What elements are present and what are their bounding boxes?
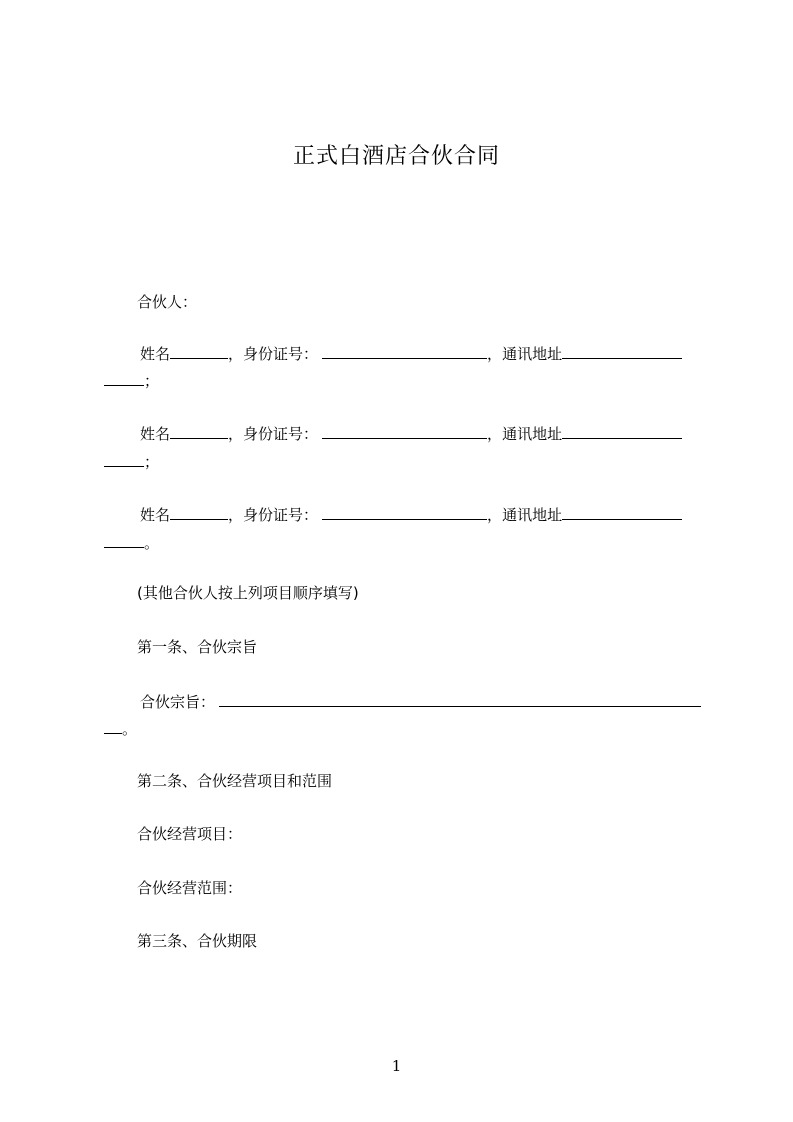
address-blank-continued[interactable] <box>104 531 144 548</box>
address-blank-continued[interactable] <box>104 450 144 467</box>
name-label: 姓名 <box>140 506 171 524</box>
row-end-punct: ； <box>144 372 160 390</box>
purpose-label: 合伙宗旨： <box>140 693 216 711</box>
address-blank[interactable] <box>562 503 682 520</box>
page-number: 1 <box>391 1057 402 1075</box>
partner-row-2 <box>140 422 682 445</box>
address-blank-continued[interactable] <box>104 369 144 386</box>
comma: ， <box>228 425 244 443</box>
comma: ， <box>228 345 244 363</box>
partner-row-1-continuation <box>104 369 159 392</box>
comma: ， <box>487 425 503 443</box>
name-label: 姓名 <box>140 345 171 363</box>
id-label: 身份证号： <box>243 506 319 524</box>
partner-row-1 <box>140 342 682 365</box>
name-blank[interactable] <box>170 422 228 439</box>
row-end-punct: ； <box>144 453 160 471</box>
comma: ， <box>228 506 244 524</box>
name-blank[interactable] <box>170 342 228 359</box>
document-title: 正式白酒店合伙合同 <box>292 144 500 169</box>
purpose-end-punct: 。 <box>122 720 138 738</box>
row-end-punct: 。 <box>144 534 160 552</box>
name-label: 姓名 <box>140 425 171 443</box>
comma: ， <box>487 345 503 363</box>
partners-heading: 合伙人： <box>137 293 198 311</box>
purpose-blank[interactable] <box>219 690 701 707</box>
address-label: 通讯地址 <box>502 506 563 524</box>
business-items-label: 合伙经营项目： <box>137 825 243 843</box>
id-number-blank[interactable] <box>322 342 487 359</box>
address-label: 通讯地址 <box>502 425 563 443</box>
comma: ， <box>487 506 503 524</box>
address-blank[interactable] <box>562 342 682 359</box>
purpose-row <box>140 690 701 713</box>
id-label: 身份证号： <box>243 345 319 363</box>
business-scope-label: 合伙经营范围： <box>137 879 243 897</box>
article-2-heading: 第二条、合伙经营项目和范围 <box>137 772 333 790</box>
partner-row-2-continuation <box>104 450 159 473</box>
article-1-heading: 第一条、合伙宗旨 <box>137 638 258 656</box>
id-label: 身份证号： <box>243 425 319 443</box>
others-note: (其他合伙人按上列项目顺序填写) <box>137 584 359 602</box>
partner-row-3-continuation <box>104 531 159 554</box>
address-blank[interactable] <box>562 422 682 439</box>
partner-row-3 <box>140 503 682 526</box>
id-number-blank[interactable] <box>322 422 487 439</box>
purpose-row-continuation <box>104 717 137 740</box>
id-number-blank[interactable] <box>322 503 487 520</box>
purpose-blank-continued[interactable] <box>104 717 122 734</box>
name-blank[interactable] <box>170 503 228 520</box>
article-3-heading: 第三条、合伙期限 <box>137 932 258 950</box>
address-label: 通讯地址 <box>502 345 563 363</box>
